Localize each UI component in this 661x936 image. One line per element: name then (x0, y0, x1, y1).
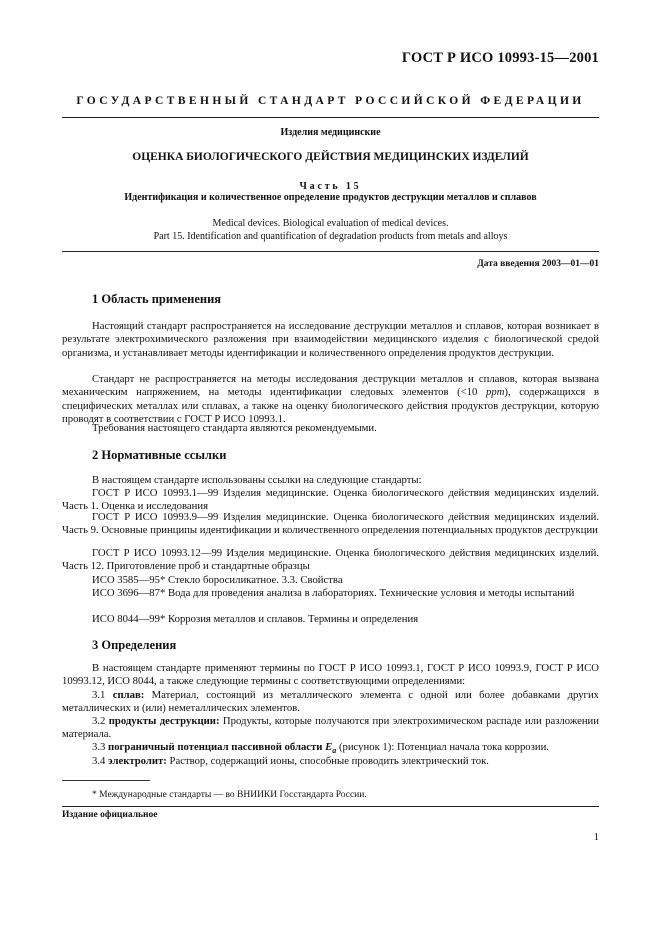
reference-item-4: ИСО 3585—95* Стекло боросиликатное. 3.3. Свойства (92, 574, 343, 586)
section-1-paragraph-3: Требования настоящего стандарта являются рекомендуемыми. (92, 422, 377, 434)
section-3-heading: 3 Определения (92, 638, 177, 652)
definition-3-3: 3.3 пограничный потенциал пассивной области $E_a$ (рисунок 1): Потенциал начала тока коррозии. (92, 741, 549, 756)
header-divider (62, 117, 599, 118)
section-2-intro: В настоящем стандарте использованы ссылки на следующие стандарты: (92, 474, 422, 486)
term-electrolyte: электролит: (108, 755, 167, 767)
term-alloy: сплав: (112, 689, 145, 701)
definition-3-2: 3.2 продукты деструкции: Продукты, которые получаются при электрохимическом распаде или разложении материала. (62, 715, 599, 741)
reference-item-5: ИСО 3696—87* Вода для проведения анализа в лабораториях. Технические условия и методы испытаний (92, 587, 575, 599)
term-breakdown-potential: пограничный потенциал пассивной области (108, 741, 323, 753)
term-degradation-products: продукты деструкции: (108, 715, 220, 727)
title-english (62, 217, 599, 243)
footnote-divider (62, 780, 150, 781)
title-main: ОЦЕНКА БИОЛОГИЧЕСКОГО ДЕЙСТВИЯ МЕДИЦИНСКИХ ИЗДЕЛИЙ (132, 151, 529, 163)
title-line-1: Изделия медицинские (280, 127, 381, 138)
definition-3-4: 3.4 электролит: Раствор, содержащий ионы, способные проводить электрический ток. (92, 755, 489, 767)
footnote: * Международные стандарты — во ВНИИКИ Госстандарта России. (92, 790, 367, 800)
edition-divider (62, 806, 599, 807)
ppm-unit: ppm (486, 386, 505, 399)
section-1-paragraph-2: Стандарт не распространяется на методы исследования деструкции металлов и сплавов, которая вызвана механическим напряжением, на методы идентификации следовых элементов (<10 ppm), содержащихся в специфических металлах или сплавах, а также на оценку биологического действия продуктов деструкции, которую проводят в соответствии с ГОСТ Р ИСО 10993.1. (62, 373, 599, 425)
title-part: Часть 15 (299, 181, 362, 192)
definition-3-1: 3.1 сплав: Материал, состоящий из металлического элемента с одной или более добавками других металлических и (или) неметаллических элементов. (62, 689, 600, 715)
reference-item-3: ГОСТ Р ИСО 10993.12—99 Изделия медицинские. Оценка биологического действия медицинских изделий. Часть 12. Приготовление проб и стандартные образцы (62, 547, 599, 573)
title-divider (62, 251, 599, 252)
section-2-heading: 2 Нормативные ссылки (92, 448, 227, 462)
introduction-date: Дата введения 2003—01—01 (477, 259, 599, 269)
document-code: ГОСТ Р ИСО 10993-15—2001 (401, 50, 599, 66)
section-1-heading: 1 Область применения (92, 292, 222, 306)
reference-item-1: ГОСТ Р ИСО 10993.1—99 Изделия медицинские. Оценка биологического действия медицинских изделий. Часть 1. Оценка и исследования (62, 487, 599, 513)
page-number: 1 (593, 832, 599, 843)
title-subtitle: Идентификация и количественное определение продуктов деструкции металлов и сплавов (124, 192, 537, 203)
title-english-line-2: Part 15. Identification and quantification of degradation products from metals and alloys (153, 231, 508, 242)
reference-item-2: ГОСТ Р ИСО 10993.9—99 Изделия медицинские. Оценка биологического действия медицинских изделий. Часть 9. Основные принципы идентификации и количественного определения потенциальных продуктов деструкции (62, 511, 599, 537)
official-edition-label: Издание официальное (62, 810, 158, 820)
section-3-intro: В настоящем стандарте применяют термины по ГОСТ Р ИСО 10993.1, ГОСТ Р ИСО 10993.9, ГОСТ Р ИСО 10993.12, ИСО 8044, а также следующие термины с соответствующими определениями: (62, 662, 599, 688)
section-1-paragraph-1: Настоящий стандарт распространяется на исследование деструкции металлов и сплавов, которая возникает в результате электрохимического разложения при взаимодействии медицинского изделия с биологической средой организма, и устанавливает методы идентификации и количественного определения продуктов деструкции. (62, 320, 599, 359)
title-english-line-1: Medical devices. Biological evaluation of medical devices. (212, 218, 449, 229)
reference-item-6: ИСО 8044—99* Коррозия металлов и сплавов. Термины и определения (92, 613, 419, 625)
state-standard-title: ГОСУДАРСТВЕННЫЙ СТАНДАРТ РОССИЙСКОЙ ФЕДЕРАЦИИ (76, 95, 585, 107)
